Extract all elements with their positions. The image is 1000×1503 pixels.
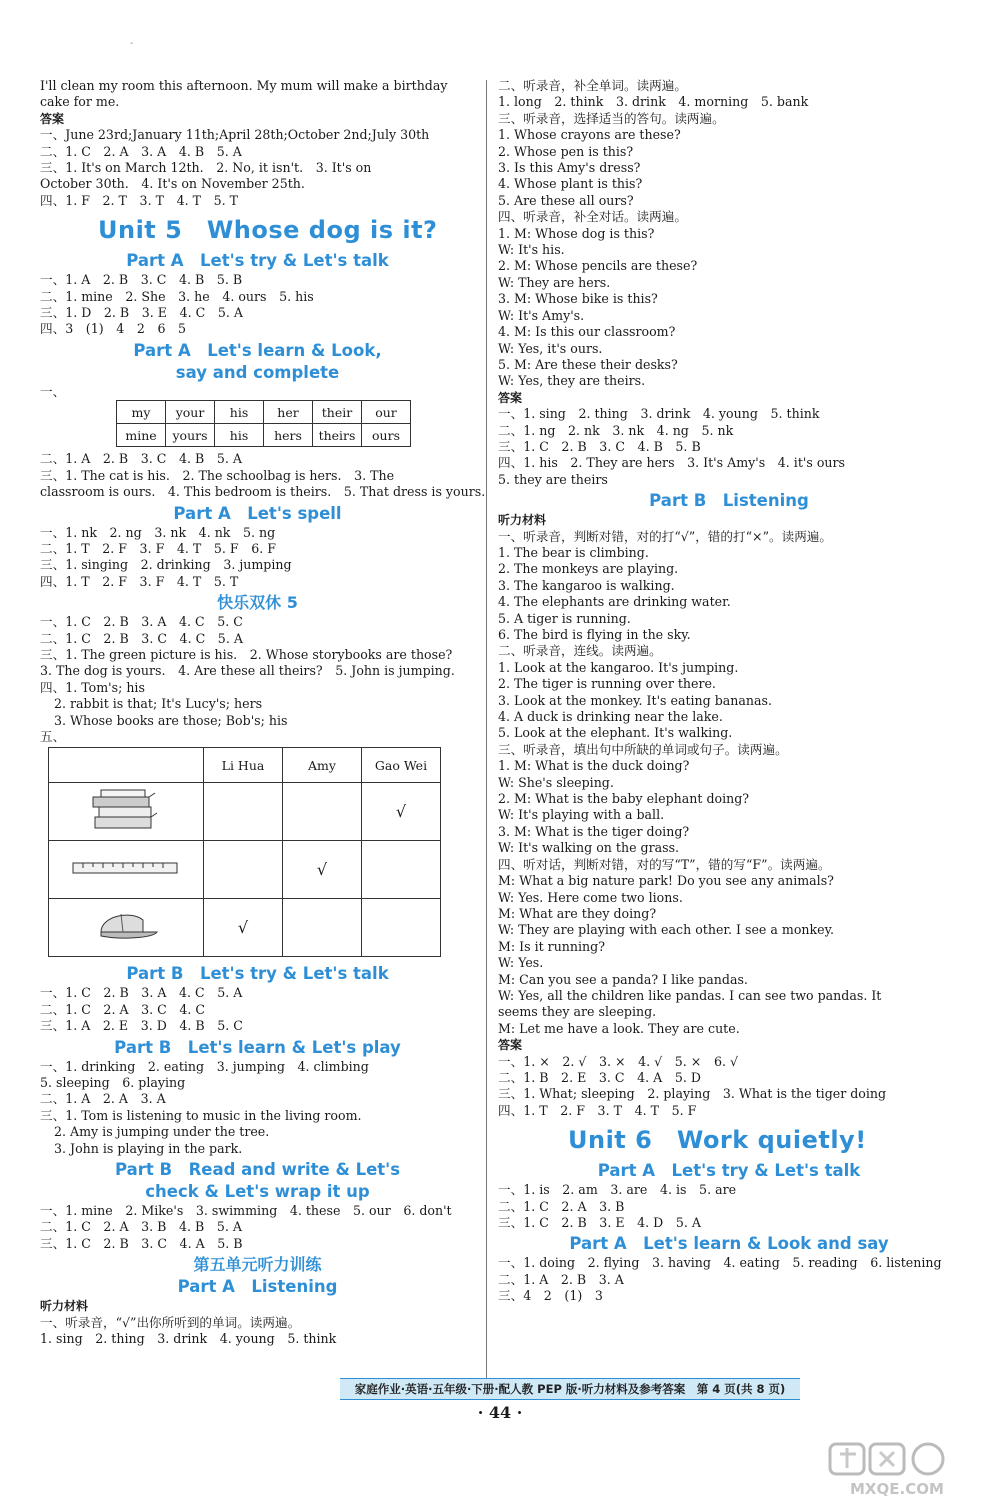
table-cell: our [362, 401, 411, 424]
answer-line: M: Is it running? [498, 938, 605, 954]
answer-line: 一、1. C 2. B 3. A 4. C 5. C [40, 614, 243, 630]
intro-line: I'll clean my room this afternoon. My mum will make a birthday [40, 78, 448, 93]
answer-line: 二、1. B 2. E 3. C 4. A 5. D [498, 1069, 701, 1085]
right-column [498, 78, 960, 1305]
table-cell: ours [362, 424, 411, 447]
table-cell [49, 841, 204, 899]
answer-label: 答案 [498, 1038, 523, 1053]
answer-line: 二、1. mine 2. She 3. he 4. ours 5. his [40, 288, 314, 304]
answer-line: 二、1. C 2. A 3. A 4. B 5. A [40, 143, 242, 159]
section-heading: Part B Read and write & Let's [114, 1160, 401, 1180]
answer-line: 二、1. C 2. A 3. C 4. C [40, 1001, 206, 1017]
answer-line: seems they are sleeping. [498, 1004, 657, 1020]
left-column [40, 78, 486, 1347]
answer-line: 1. M: Whose dog is this? [498, 225, 655, 241]
answer-line: 2. M: Whose pencils are these? [498, 258, 698, 274]
answer-label: 答案 [498, 390, 523, 405]
section-heading-cont: check & Let's wrap it up [145, 1182, 370, 1202]
answer-line: 一、1. doing 2. flying 3. having 4. eating 5. reading 6. listening [498, 1255, 942, 1271]
answer-line: 二、1. A 2. A 3. A [40, 1091, 166, 1107]
answer-line: 一、1. C 2. B 3. A 4. C 5. A [40, 985, 243, 1001]
answer-line: 三、听录音，选择适当的答句。读两遍。 [498, 110, 725, 126]
section-heading: Part A Let's try & Let's talk [597, 1161, 861, 1181]
section-heading: Part A Listening [177, 1277, 338, 1297]
intro-line: cake for me. [40, 94, 120, 110]
check-mark: √ [395, 802, 407, 822]
answer-line: 一、1. × 2. √ 3. × 4. √ 5. × 6. √ [498, 1053, 739, 1069]
answer-line: 一、1. nk 2. ng 3. nk 4. nk 5. ng [40, 524, 276, 540]
answer-line: W: Yes. [498, 955, 544, 971]
table-row [49, 783, 441, 841]
answer-line: 三、1. C 2. B 3. C 4. B 5. B [498, 438, 701, 454]
answer-line: 2. The monkeys are playing. [498, 561, 679, 577]
answer-line: 一、1. sing 2. thing 3. drink 4. young 5. think [498, 406, 820, 422]
table-cell: theirs [313, 424, 362, 447]
answer-line: 三、1. It's on March 12th. 2. No, it isn't. 3. It's on [40, 160, 372, 176]
answer-line: W: Yes, it's ours. [498, 340, 603, 356]
table-cell: my [117, 401, 166, 424]
answer-line: 一、1. is 2. am 3. are 4. is 5. are [498, 1182, 737, 1198]
answer-line: classroom is ours. 4. This bedroom is theirs. 5. That dress is yours. [40, 484, 486, 500]
answer-line: 2. Amy is jumping under the tree. [54, 1124, 270, 1140]
section-heading: Part A Let's spell [173, 503, 342, 523]
answer-line: 一、1. drinking 2. eating 3. jumping 4. climbing [40, 1058, 369, 1074]
answer-line: 三、1. Tom is listening to music in the living room. [40, 1107, 362, 1123]
answer-line: 四、1. T 2. F 3. F 4. T 5. T [40, 573, 239, 589]
answer-line: 二、1. C 2. A 3. B [498, 1198, 625, 1214]
answer-line: 5. sleeping 6. playing [40, 1075, 186, 1090]
table-cell [204, 899, 283, 957]
answer-line: 四、听对话，判断对错，对的写“T”，错的写“F”。读两遍。 [498, 856, 831, 872]
answer-line: W: It's his. [498, 242, 565, 258]
column-divider [486, 80, 487, 1378]
answer-line: M: Can you see a panda? I like pandas. [498, 971, 748, 987]
answer-line: 3. Look at the monkey. It's eating bananas. [498, 692, 773, 708]
table-cell [49, 748, 204, 783]
table-cell [362, 841, 441, 899]
unit6-title: Unit 6 Work quietly! [568, 1126, 867, 1155]
table-cell [49, 899, 204, 957]
table-cell: his [215, 424, 264, 447]
check-mark: √ [237, 918, 249, 938]
table-row [49, 841, 441, 899]
answer-line: 4. Whose plant is this? [498, 176, 643, 192]
section-heading-cont: say and complete [175, 362, 340, 382]
cap-icon [91, 906, 161, 946]
answer-line: 2. M: What is the baby elephant doing? [498, 791, 750, 807]
table-cell [204, 783, 283, 841]
answer-line: 3. The kangaroo is walking. [498, 577, 675, 593]
answer-line: 四、1. Tom's; his [40, 679, 145, 695]
answer-line: 1. The bear is climbing. [498, 544, 649, 560]
table-cell: hers [264, 424, 313, 447]
answer-line: 4. The elephants are drinking water. [498, 594, 731, 610]
answer-line: 二、1. C 2. B 3. C 4. C 5. A [40, 630, 243, 646]
table-row [117, 424, 411, 447]
answer-line: 1. long 2. think 3. drink 4. morning 5. bank [498, 94, 809, 110]
section-heading: Part A Let's learn & Look and say [569, 1234, 889, 1254]
table-cell: your [166, 401, 215, 424]
answer-line: 三、1. A 2. E 3. D 4. B 5. C [40, 1018, 243, 1034]
answer-line: 四、1. T 2. F 3. T 4. T 5. F [498, 1102, 697, 1118]
table-cell: his [215, 401, 264, 424]
answer-line: M: Let me have a look. They are cute. [498, 1020, 740, 1036]
answer-line: 一、1. A 2. B 3. C 4. B 5. B [40, 272, 243, 288]
table-cell [362, 783, 441, 841]
table-cell [362, 899, 441, 957]
answer-line: 1. sing 2. thing 3. drink 4. young 5. think [40, 1331, 337, 1347]
answer-line: 2. The tiger is running over there. [498, 676, 716, 692]
answer-line: 三、1. The green picture is his. 2. Whose storybooks are those? [40, 646, 453, 662]
answer-line: 四、1. F 2. T 3. T 4. T 5. T [40, 192, 238, 208]
answer-line: 四、3 (1) 4 2 6 5 [40, 321, 187, 337]
table-header: Gao Wei [362, 748, 441, 783]
svg-text:MXQE.COM: MXQE.COM [850, 1480, 944, 1498]
table-cell [283, 841, 362, 899]
answer-line: W: It's walking on the grass. [498, 840, 680, 856]
answer-label: 答案 [40, 111, 65, 126]
answer-line: 5. Are these all ours? [498, 192, 634, 208]
answer-line: 四、1. his 2. They are hers 3. It's Amy's 4. it's ours [498, 455, 845, 471]
answer-line: 一、听录音，“√”出你所听到的单词。读两遍。 [40, 1314, 301, 1330]
answer-line: M: What a big nature park! Do you see any animals? [498, 873, 834, 889]
answer-line: 5. M: Are these their desks? [498, 356, 678, 372]
section-heading: 快乐双休 5 [217, 593, 298, 613]
answer-line: 1. M: What is the duck doing? [498, 758, 690, 774]
answer-line: W: She's sleeping. [498, 774, 614, 790]
answer-line: 三、1. singing 2. drinking 3. jumping [40, 557, 292, 573]
section-heading: Part A Let's learn & Look, [133, 340, 382, 360]
answer-line: 2. rabbit is that; It's Lucy's; hers [54, 696, 263, 712]
answer-line: 三、1. D 2. B 3. E 4. C 5. A [40, 305, 243, 321]
ruler-icon [71, 858, 181, 878]
pronoun-table [116, 400, 411, 447]
answer-line: 5. Look at the elephant. It's walking. [498, 725, 733, 741]
answer-line: 三、4 2 (1) 3 [498, 1288, 603, 1304]
table-cell [49, 783, 204, 841]
answer-line: 五、 [40, 728, 66, 744]
unit5-title: Unit 5 Whose dog is it? [98, 216, 438, 245]
answer-line: 4. A duck is drinking near the lake. [498, 709, 723, 725]
section-heading: Part A Let's try & Let's talk [126, 251, 389, 271]
table-cell [283, 899, 362, 957]
answer-line: W: Yes, all the children like pandas. I can see two pandas. It [498, 987, 882, 1003]
table-row [117, 401, 411, 424]
answer-line: 3. Whose books are those; Bob's; his [54, 712, 288, 728]
section-heading: Part B Let's learn & Let's play [114, 1037, 401, 1057]
answer-line: 三、1. What; sleeping 2. playing 3. What is the tiger doing [498, 1086, 887, 1102]
answer-line: 二、听录音，连线。读两遍。 [498, 643, 662, 659]
answer-line: 三、1. C 2. B 3. C 4. A 5. B [40, 1235, 243, 1251]
answer-line: 二、1. A 2. B 3. A [498, 1271, 624, 1287]
answer-line: W: It's Amy's. [498, 307, 585, 323]
answer-line: W: Yes, they are theirs. [498, 373, 646, 389]
section-heading: Part B Listening [649, 491, 809, 511]
table-cell: yours [166, 424, 215, 447]
table-row [49, 899, 441, 957]
table-cell: her [264, 401, 313, 424]
answer-line: 二、听录音，补全单词。读两遍。 [498, 78, 687, 93]
check-mark: √ [316, 860, 328, 880]
table-header: Li Hua [204, 748, 283, 783]
table-cell: mine [117, 424, 166, 447]
answer-line: 3. M: What is the tiger doing? [498, 823, 690, 839]
answer-line: 3. The dog is yours. 4. Are these all theirs? 5. John is jumping. [40, 663, 455, 679]
answer-line: 5. A tiger is running. [498, 610, 631, 626]
answer-line: 二、1. C 2. A 3. B 4. B 5. A [40, 1219, 242, 1235]
matching-grid [48, 747, 441, 957]
table-cell [204, 841, 283, 899]
material-label: 听力材料 [40, 1299, 89, 1314]
answer-line: 4. M: Is this our classroom? [498, 324, 676, 340]
answer-line: 一、 [40, 383, 66, 399]
top-mark: - [130, 38, 134, 49]
table-cell: their [313, 401, 362, 424]
answer-line: M: What are they doing? [498, 905, 657, 921]
answer-line: W: They are hers. [498, 274, 611, 290]
section-heading: Part B Let's try & Let's talk [126, 964, 389, 984]
intro-block [40, 78, 475, 209]
table-header: Amy [283, 748, 362, 783]
table-header-row [49, 748, 441, 783]
watermark-logo [828, 1440, 998, 1500]
answer-line: 三、听录音，填出句中所缺的单词或句子。读两遍。 [498, 741, 788, 757]
page-number: · 44 · [477, 1403, 523, 1422]
answer-line: 3. John is playing in the park. [54, 1140, 243, 1156]
answer-line: W: Yes. Here come two lions. [498, 889, 683, 905]
material-label: 听力材料 [498, 513, 547, 528]
answer-line: W: It's playing with a ball. [498, 807, 665, 823]
answer-line: 1. Look at the kangaroo. It's jumping. [498, 659, 739, 675]
answer-line: 2. Whose pen is this? [498, 143, 634, 159]
table-cell [283, 783, 362, 841]
answer-line: 四、听录音，补全对话。读两遍。 [498, 209, 687, 225]
answer-line: 三、1. The cat is his. 2. The schoolbag is hers. 3. The [40, 467, 395, 483]
answer-line: 三、1. C 2. B 3. E 4. D 5. A [498, 1215, 701, 1230]
footer-banner: 家庭作业·英语·五年级·下册·配人教 PEP 版·听力材料及参考答案 第 4 页(共 8 页) [340, 1378, 800, 1400]
answer-line: 一、June 23rd;January 11th;April 28th;October 2nd;July 30th [40, 127, 430, 143]
answer-line: October 30th. 4. It's on November 25th. [40, 176, 305, 192]
answer-line: 1. Whose crayons are these? [498, 127, 681, 143]
answer-line: 二、1. T 2. F 3. F 4. T 5. F 6. F [40, 540, 277, 556]
answer-line: 3. M: Whose bike is this? [498, 291, 658, 307]
answer-line: 二、1. A 2. B 3. C 4. B 5. A [40, 451, 242, 467]
answer-line: 5. they are theirs [498, 471, 608, 487]
answer-line: 3. Is this Amy's dress? [498, 160, 641, 176]
answer-line: 一、听录音，判断对错，对的打“√”，错的打“×”。读两遍。 [498, 528, 832, 544]
answer-line: 6. The bird is flying in the sky. [498, 627, 691, 642]
answer-line: 二、1. ng 2. nk 3. nk 4. ng 5. nk [498, 422, 734, 438]
section-heading: 第五单元听力训练 [193, 1255, 322, 1275]
answer-line: W: They are playing with each other. I see a monkey. [498, 922, 835, 938]
books-icon [87, 787, 165, 833]
answer-line: 一、1. mine 2. Mike's 3. swimming 4. these 5. our 6. don't [40, 1203, 452, 1219]
